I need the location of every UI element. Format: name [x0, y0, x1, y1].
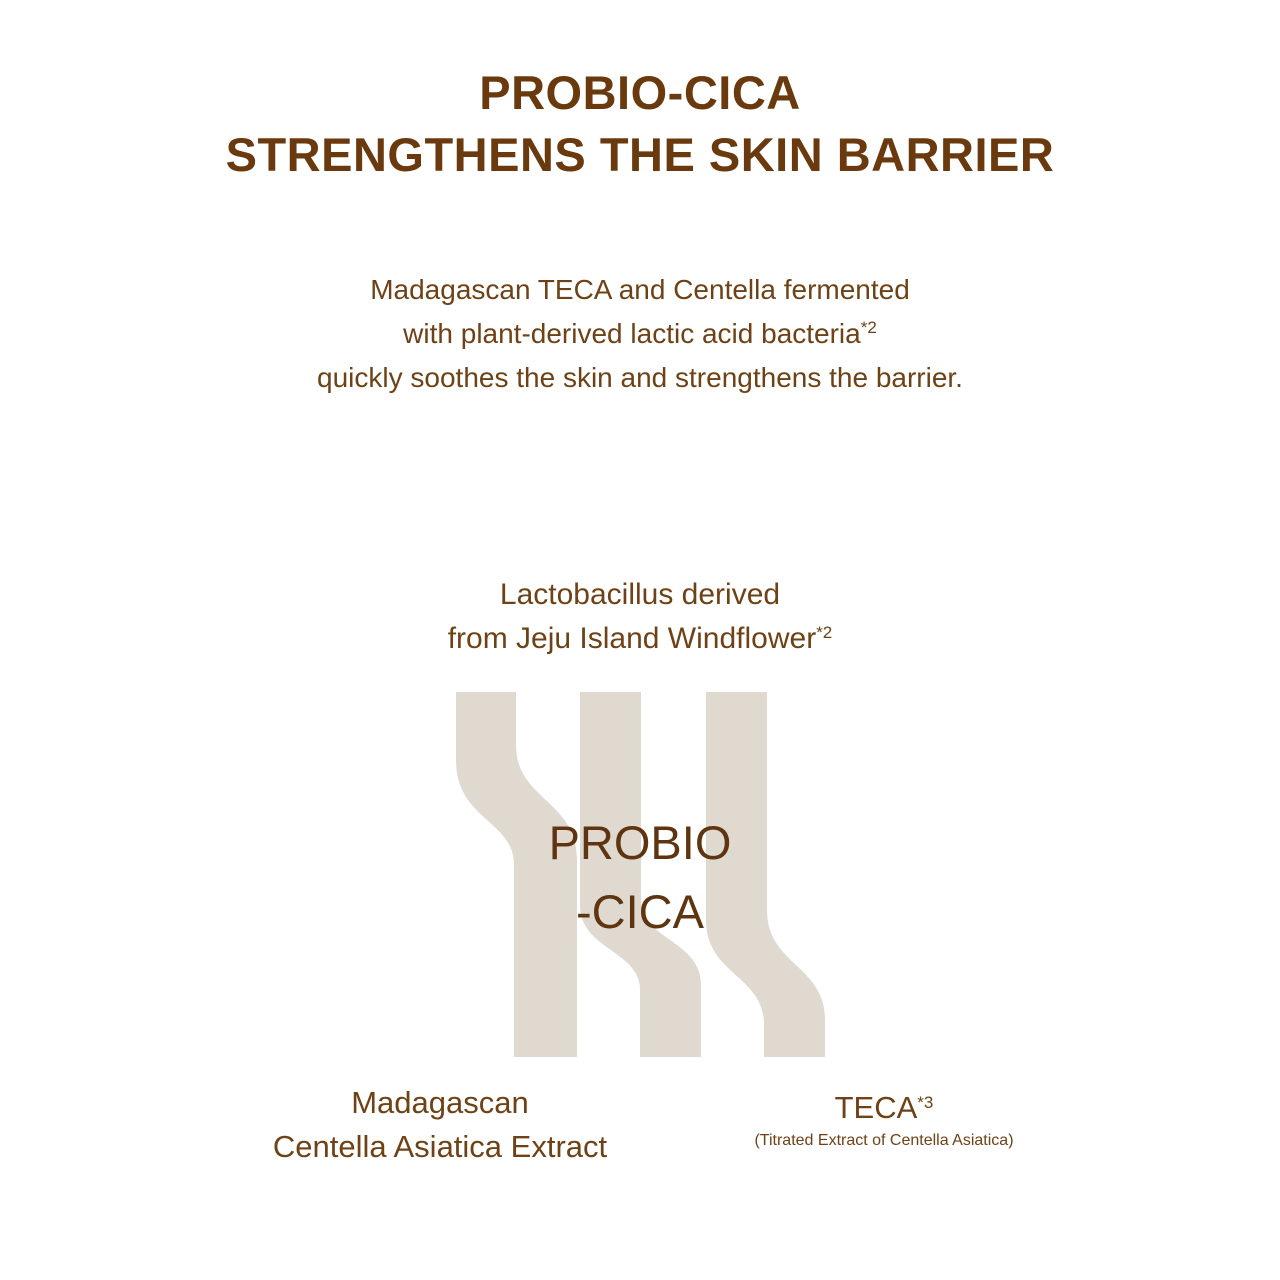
center-label-line-2: -CICA [576, 885, 704, 938]
footnote-3-marker: *3 [917, 1093, 934, 1112]
description-line-1: Madagascan TECA and Centella fermented [370, 274, 910, 305]
center-label-line-1: PROBIO [548, 816, 732, 869]
description-line-2-text: with plant-derived lactic acid bacteria [403, 318, 861, 349]
title-line-1: PROBIO-CICA [479, 66, 801, 119]
description-line-3: quickly soothes the skin and strengthens the barrier. [317, 362, 963, 393]
centella-asiatica-label [200, 1081, 680, 1169]
centella-label-line-2: Centella Asiatica Extract [272, 1129, 608, 1164]
teca-label [700, 1086, 1068, 1152]
lactobacillus-label-line-1: Lactobacillus derived [499, 578, 781, 611]
footnote-2-marker: *2 [860, 318, 877, 337]
teca-subtitle: (Titrated Extract of Centella Asiatica) [754, 1132, 1014, 1149]
title-line-2: STRENGTHENS THE SKIN BARRIER [225, 128, 1055, 181]
teca-name [700, 1086, 1068, 1130]
teca-name-text: TECA [834, 1090, 918, 1125]
footnote-2-marker-label: *2 [816, 623, 833, 642]
probio-cica-center-label [440, 808, 840, 946]
centella-label-line-1: Madagascan [351, 1085, 529, 1120]
lactobacillus-label-line-2-text: from Jeju Island Windflower [447, 622, 817, 655]
